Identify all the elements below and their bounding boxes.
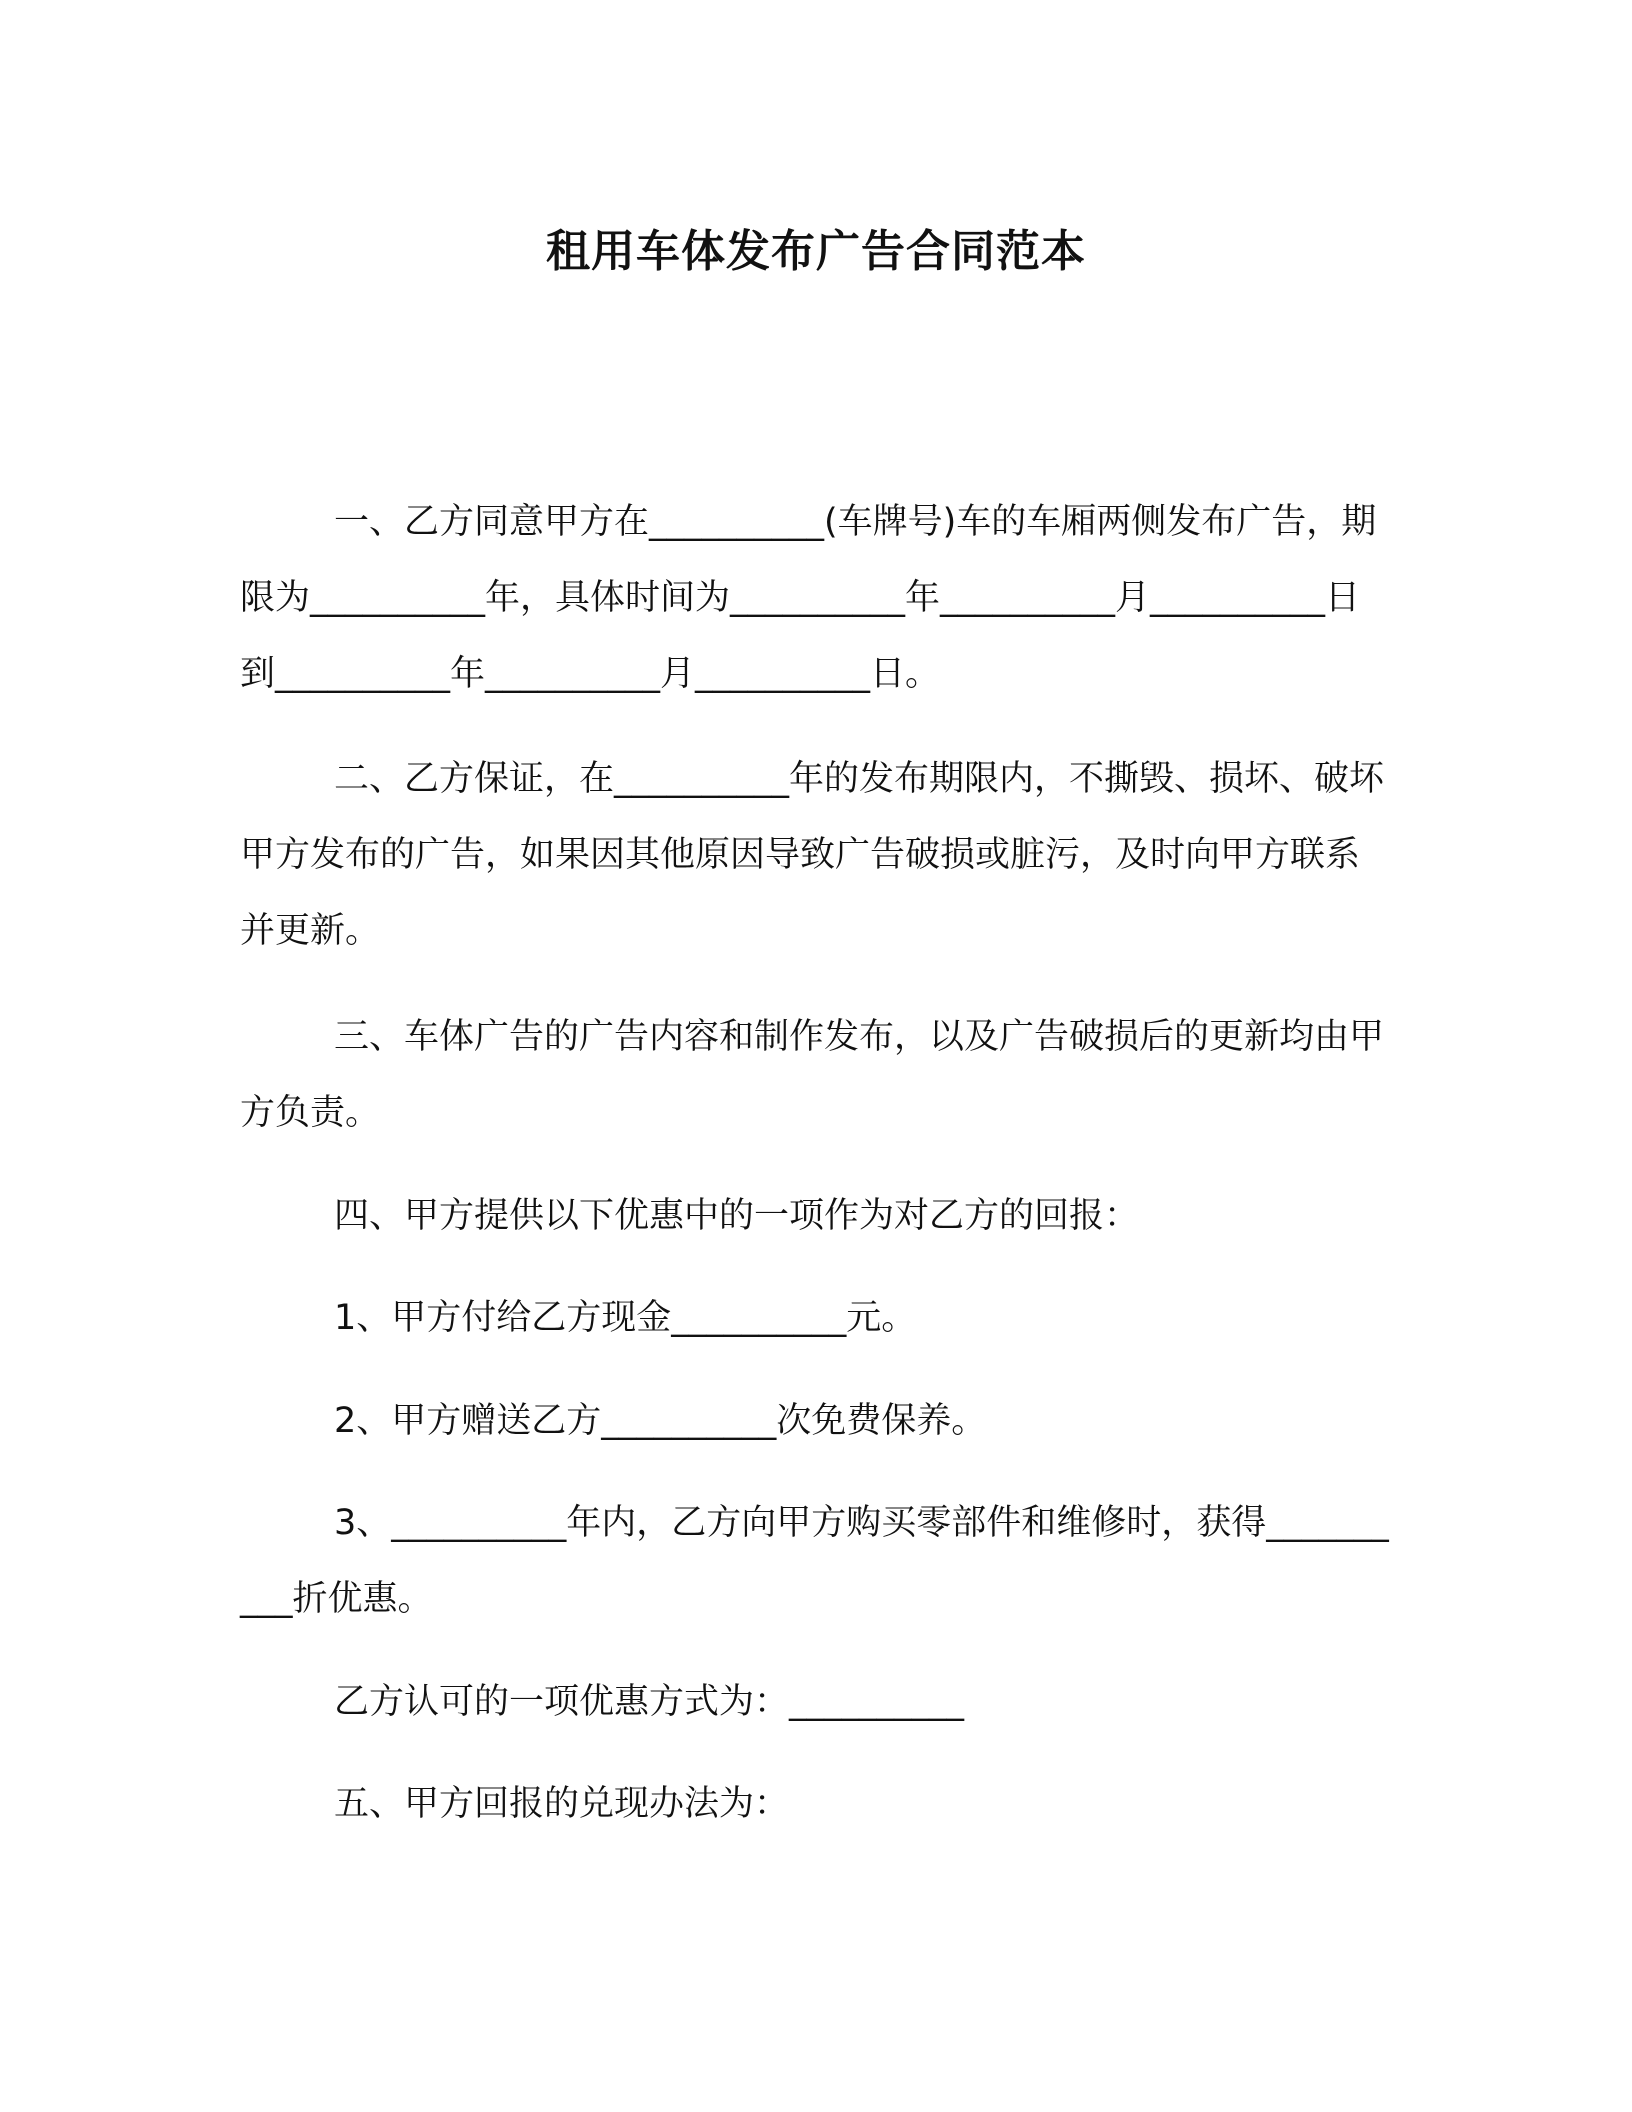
benefit-option-2-maintenance: 2、甲方赠送乙方__________次免费保养。 [334, 1401, 987, 1441]
clause-3-responsibility: 三、车体广告的广告内容和制作发布，以及广告破损后的更新均由甲方负责。 [240, 1017, 1385, 1133]
document-title: 租用车体发布广告合同范本 [546, 226, 1086, 277]
clause-1-ad-placement: 一、乙方同意甲方在__________(车牌号)车的车厢两侧发布广告，期限为__________年，具体时间为__________年__________月__________日到__________年__________月__________日。 [240, 502, 1377, 694]
clause-4-benefits-intro: 四、甲方提供以下优惠中的一项作为对乙方的回报： [334, 1196, 1140, 1236]
benefit-option-3-discount: 3、__________年内，乙方向甲方购买零部件和维修时，获得__________折优惠。 [240, 1503, 1389, 1619]
clause-2-guarantee: 二、乙方保证，在__________年的发布期限内，不撕毁、损坏、破坏甲方发布的广告，如果因其他原因导致广告破损或脏污，及时向甲方联系并更新。 [240, 759, 1385, 951]
clause-5-redemption: 五、甲方回报的兑现办法为： [334, 1784, 790, 1824]
chosen-benefit-line: 乙方认可的一项优惠方式为：__________ [334, 1682, 965, 1722]
benefit-option-1-cash: 1、甲方付给乙方现金__________元。 [334, 1298, 917, 1338]
